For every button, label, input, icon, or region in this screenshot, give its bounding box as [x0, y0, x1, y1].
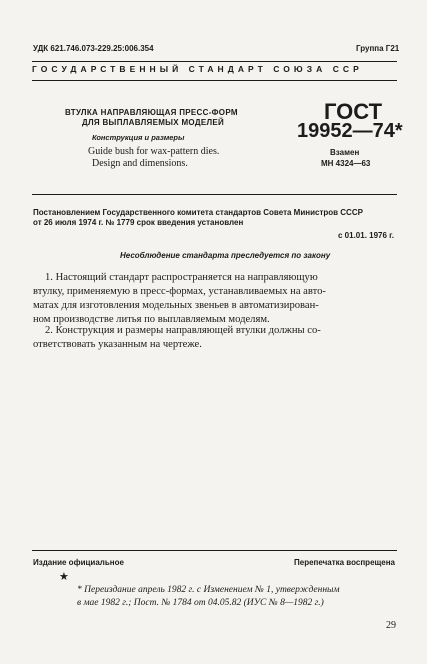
footer-rule: [32, 550, 397, 551]
title-subtitle: Конструкция и размеры: [92, 133, 185, 142]
body-line: 1. Настоящий стандарт распространяется на направляющую: [45, 272, 318, 283]
reissue-note-1: * Переиздание апрель 1982 г. с Изменением № 1, утвержденным: [77, 585, 340, 595]
star-icon: ★: [59, 571, 69, 583]
body-line: матах для изготовления модельных звеньев в автоматизирован-: [33, 300, 319, 311]
body-line: ответствовать указанным на чертеже.: [33, 339, 202, 350]
title-english-1: Guide bush for wax-pattern dies.: [88, 146, 220, 157]
top-rule: [32, 61, 397, 62]
decree-line-2: от 26 июля 1974 г. № 1779 срок введения установлен: [33, 218, 244, 227]
replaces-code: МН 4324—63: [321, 159, 371, 168]
page-number: 29: [386, 620, 396, 631]
body-line: втулку, применяемую в пресс-формах, устанавливаемых на авто-: [33, 286, 326, 297]
standard-banner: ГОСУДАРСТВЕННЫЙ СТАНДАРТ СОЮЗА ССР: [32, 64, 363, 74]
gost-label: ГОСТ: [324, 99, 383, 124]
effective-date: с 01.01. 1976 г.: [338, 231, 394, 240]
title-english-2: Design and dimensions.: [92, 158, 188, 169]
title-line-2: ДЛЯ ВЫПЛАВЛЯЕМЫХ МОДЕЛЕЙ: [82, 118, 225, 127]
body-line: 2. Конструкция и размеры направляющей втулки должны со-: [45, 325, 321, 336]
legal-notice: Несоблюдение стандарта преследуется по закону: [120, 251, 331, 260]
banner-rule: [32, 80, 397, 81]
udk-code: УДК 621.746.073-229.25:006.354: [33, 44, 154, 53]
body-line: ном производстве литья по выплавляемым моделям.: [33, 314, 270, 325]
group-code: Группа Г21: [356, 44, 400, 53]
official-edition: Издание официальное: [33, 558, 124, 567]
gost-number: 19952—74*: [297, 120, 403, 142]
decree-rule: [32, 194, 397, 195]
replaces-label: Взамен: [330, 148, 360, 157]
title-line-1: ВТУЛКА НАПРАВЛЯЮЩАЯ ПРЕСС-ФОРМ: [65, 108, 238, 117]
decree-line-1: Постановлением Государственного комитета стандартов Совета Министров СССР: [33, 208, 363, 217]
reissue-note-2: в мае 1982 г.; Пост. № 1784 от 04.05.82 (ИУС № 8—1982 г.): [77, 598, 324, 608]
reprint-notice: Перепечатка воспрещена: [294, 558, 395, 567]
